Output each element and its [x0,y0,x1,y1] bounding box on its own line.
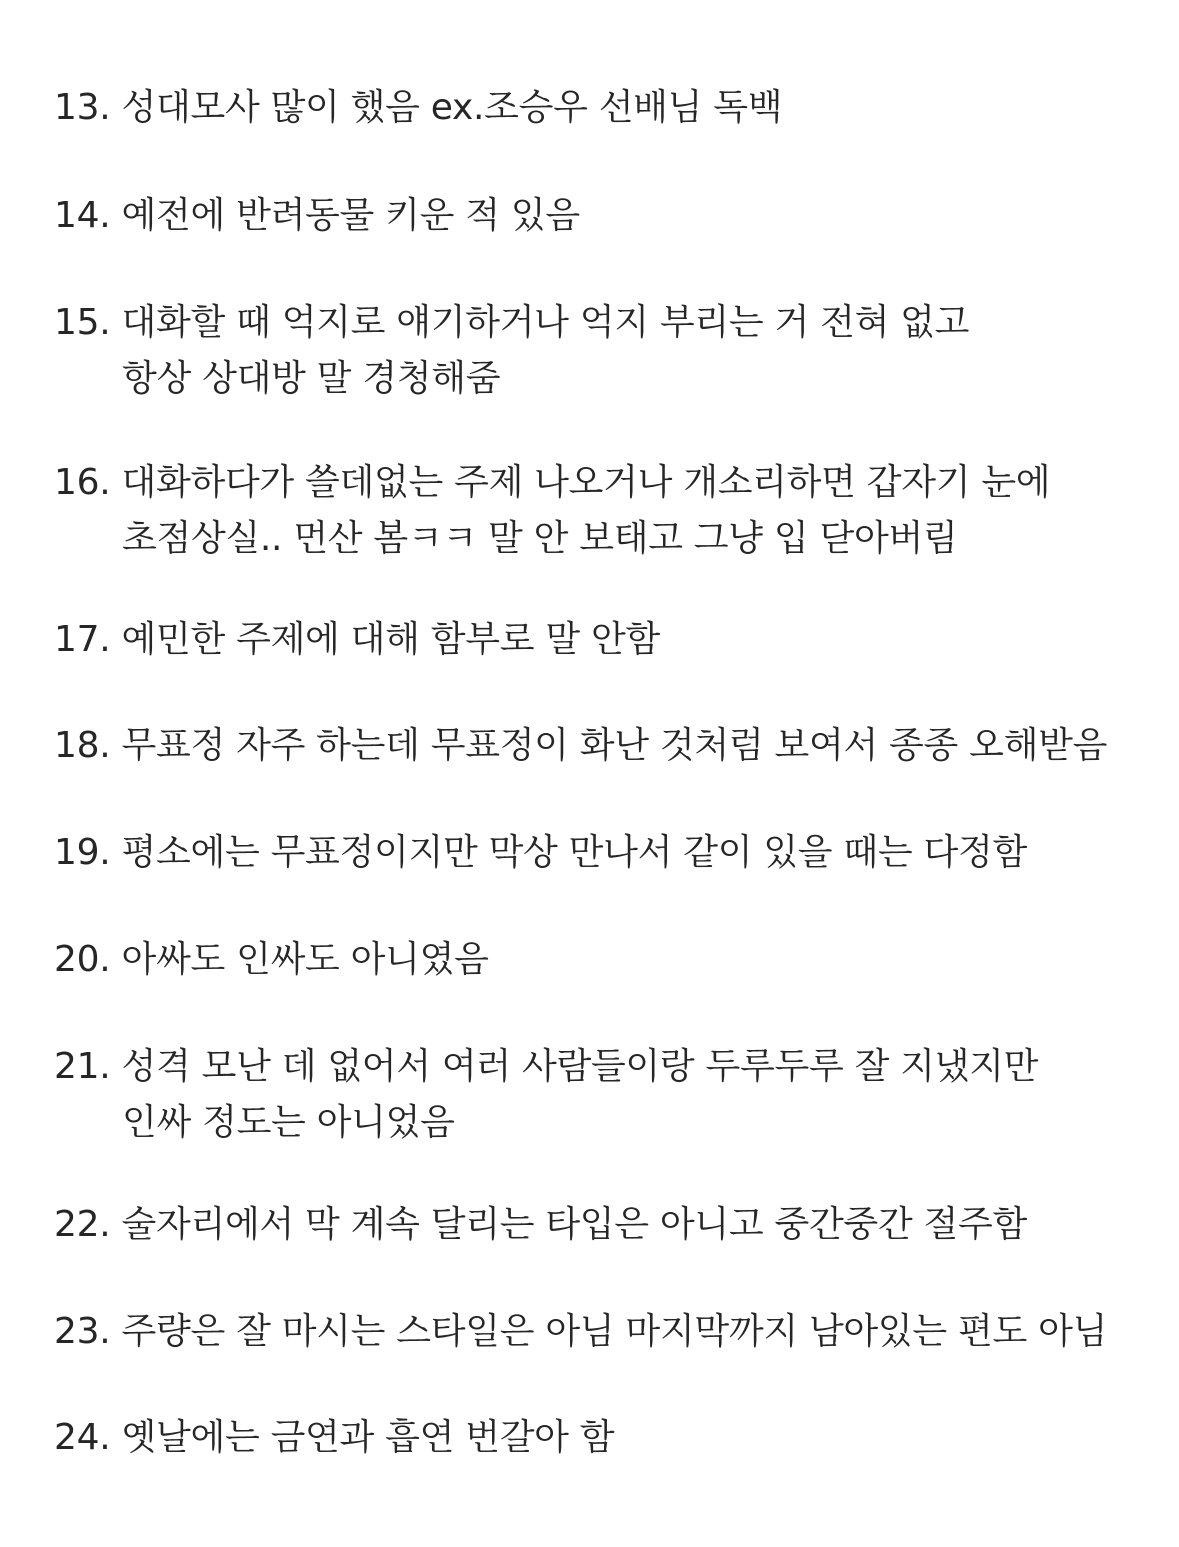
item-text: 예전에 반려동물 키운 적 있음 [121,195,580,236]
item-text: 옛날에는 금연과 흡연 번갈아 함 [121,1417,615,1458]
list-item [54,1197,1149,1253]
item-text-continued: 인싸 정도는 아니었음 [122,1102,455,1143]
item-text-continued: 항상 상대방 말 경청해줌 [122,358,501,399]
list-item [54,80,1149,136]
list-item [54,1304,1149,1360]
item-text: 술자리에서 막 계속 달리는 타입은 아니고 중간중간 절주함 [121,1204,1027,1245]
item-number: 21. [54,1046,111,1087]
item-text: 대화하다가 쓸데없는 주제 나오거나 개소리하면 갑자기 눈에 [121,462,1051,503]
item-number: 15. [54,302,111,343]
list-item [54,718,1149,774]
list-item [54,295,1149,407]
item-number: 19. [54,832,111,873]
item-text: 대화할 때 억지로 얘기하거나 억지 부리는 거 전혀 없고 [121,302,970,343]
item-number: 18. [54,725,111,766]
list-item [54,188,1149,244]
item-text-continued: 초점상실.. 먼산 봄ㅋㅋ 말 안 보태고 그냥 입 닫아버림 [122,518,958,559]
item-number: 24. [54,1417,111,1458]
item-number: 17. [54,619,111,660]
item-text: 주량은 잘 마시는 스타일은 아님 마지막까지 남아있는 편도 아님 [121,1311,1108,1352]
list-item [54,455,1149,567]
item-text: 예민한 주제에 대해 함부로 말 안함 [121,619,660,660]
list-item [54,612,1149,668]
list-item [54,1039,1149,1151]
list-item [54,1410,1149,1466]
item-text: 평소에는 무표정이지만 막상 만나서 같이 있을 때는 다정함 [121,832,1027,873]
list-item [54,932,1149,988]
item-text: 성격 모난 데 없어서 여러 사람들이랑 두루두루 잘 지냈지만 [121,1046,1039,1087]
item-text: 아싸도 인싸도 아니였음 [121,939,489,980]
item-number: 23. [54,1311,111,1352]
item-text: 무표정 자주 하는데 무표정이 화난 것처럼 보여서 종종 오해받음 [121,725,1108,766]
item-number: 14. [54,195,111,236]
item-number: 13. [54,87,111,128]
item-number: 20. [54,939,111,980]
item-number: 22. [54,1204,111,1245]
list-item [54,825,1149,881]
item-text: 성대모사 많이 했음 ex.조승우 선배님 독백 [121,87,783,128]
item-number: 16. [54,462,111,503]
